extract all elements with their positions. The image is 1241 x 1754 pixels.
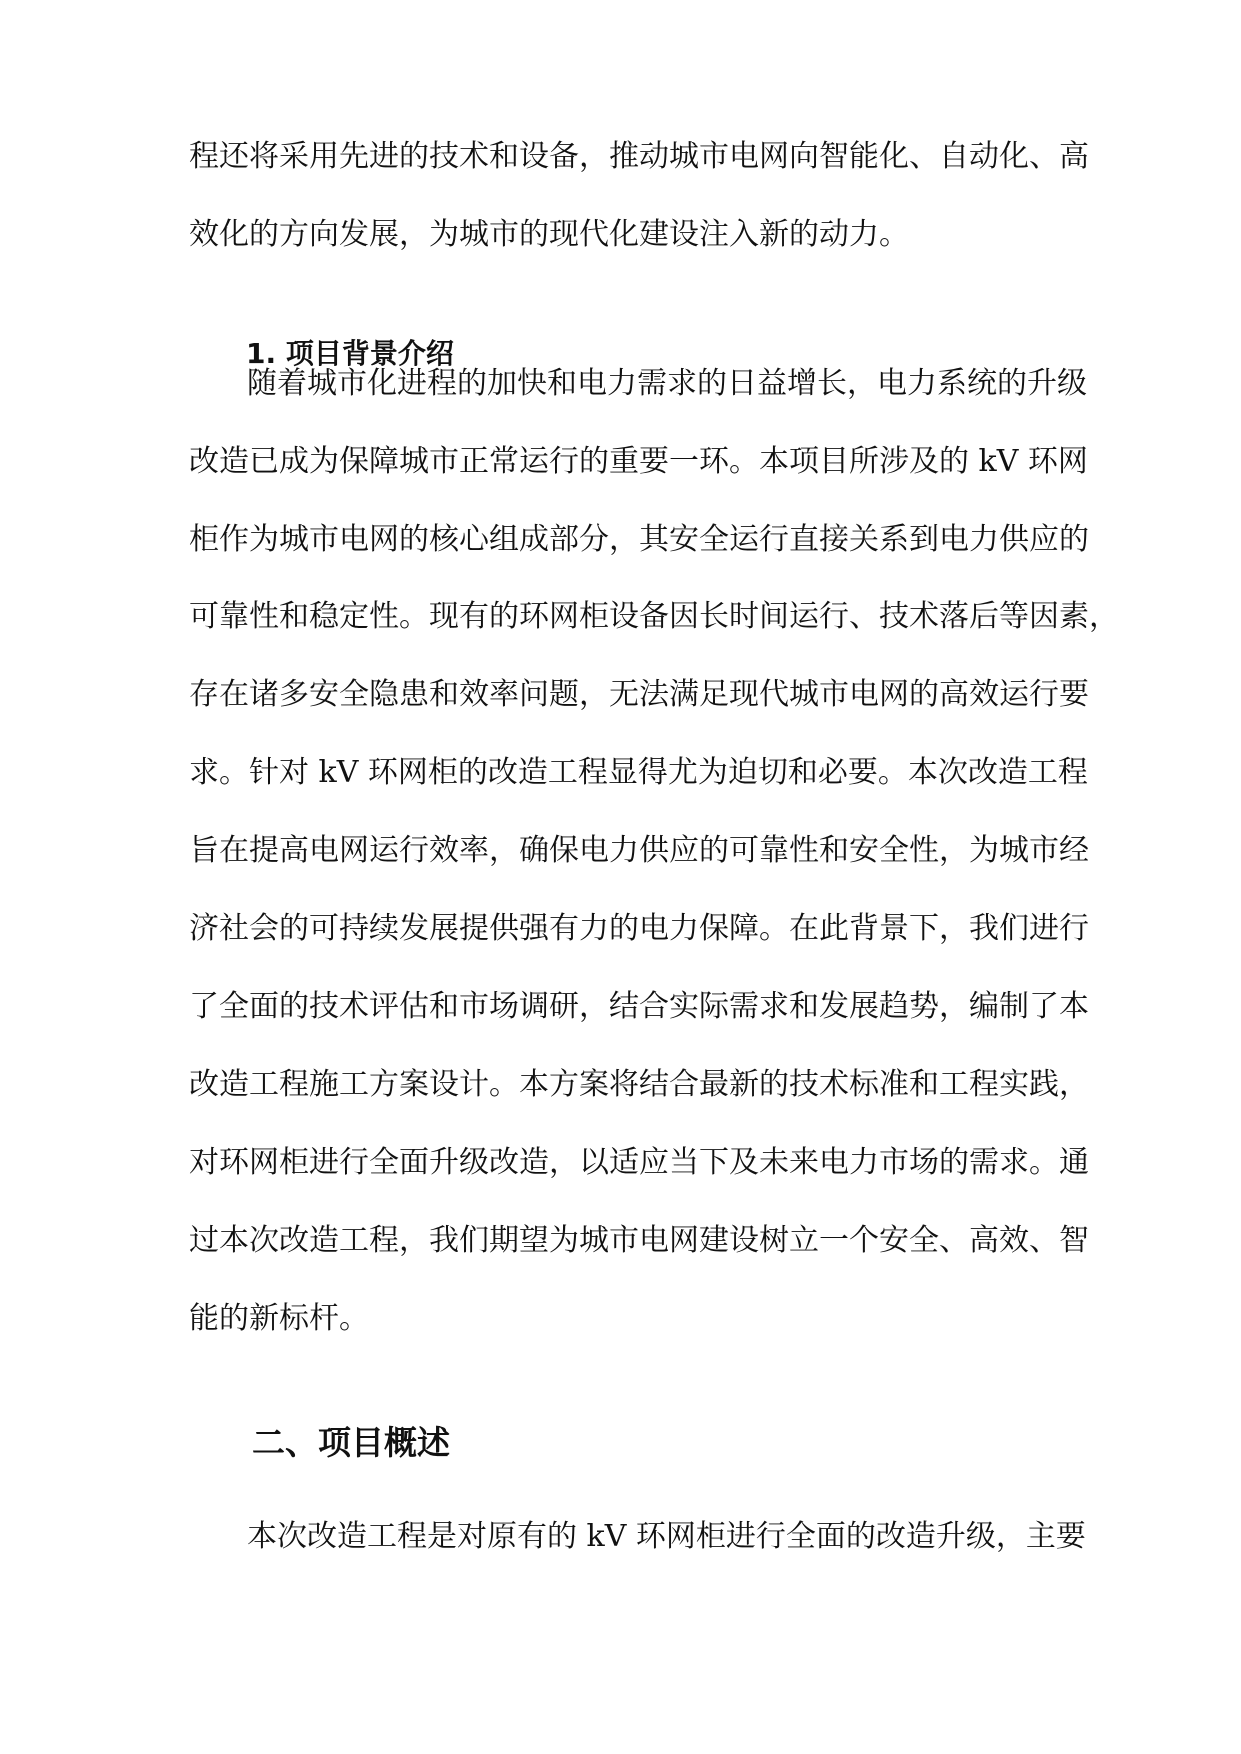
paragraph-line: 过本次改造工程，我们期望为城市电网建设树立一个安全、高效、智 [189,1223,1089,1258]
paragraph-line: 旨在提高电网运行效率，确保电力供应的可靠性和安全性，为城市经 [189,833,1089,868]
paragraph-line: 对环网柜进行全面升级改造，以适应当下及未来电力市场的需求。通 [189,1145,1089,1180]
paragraph-line: 改造工程施工方案设计。本方案将结合最新的技术标准和工程实践， [189,1067,1089,1102]
paragraph-line: 存在诸多安全隐患和效率问题，无法满足现代城市电网的高效运行要 [189,677,1089,712]
paragraph-line: 效化的方向发展，为城市的现代化建设注入新的动力。 [189,217,909,252]
paragraph-line: 柜作为城市电网的核心组成部分，其安全运行直接关系到电力供应的 [189,522,1089,557]
section-heading: 1. 项目背景介绍 [246,337,454,370]
section-heading: 二、项目概述 [252,1423,450,1462]
paragraph-line: 济社会的可持续发展提供强有力的电力保障。在此背景下，我们进行 [189,911,1089,946]
paragraph-line: 本次改造工程是对原有的 kV 环网柜进行全面的改造升级，主要 [247,1519,1086,1554]
paragraph-line: 求。针对 kV 环网柜的改造工程显得尤为迫切和必要。本次改造工程 [189,755,1088,790]
paragraph-line: 程还将采用先进的技术和设备，推动城市电网向智能化、自动化、高 [189,139,1089,174]
paragraph-line: 改造已成为保障城市正常运行的重要一环。本项目所涉及的 kV 环网 [189,444,1088,479]
paragraph-line: 可靠性和稳定性。现有的环网柜设备因长时间运行、技术落后等因素， [189,599,1119,634]
paragraph-line: 能的新标杆。 [189,1301,369,1336]
paragraph-line: 随着城市化进程的加快和电力需求的日益增长，电力系统的升级 [247,366,1087,401]
paragraph-line: 了全面的技术评估和市场调研，结合实际需求和发展趋势，编制了本 [189,989,1089,1024]
